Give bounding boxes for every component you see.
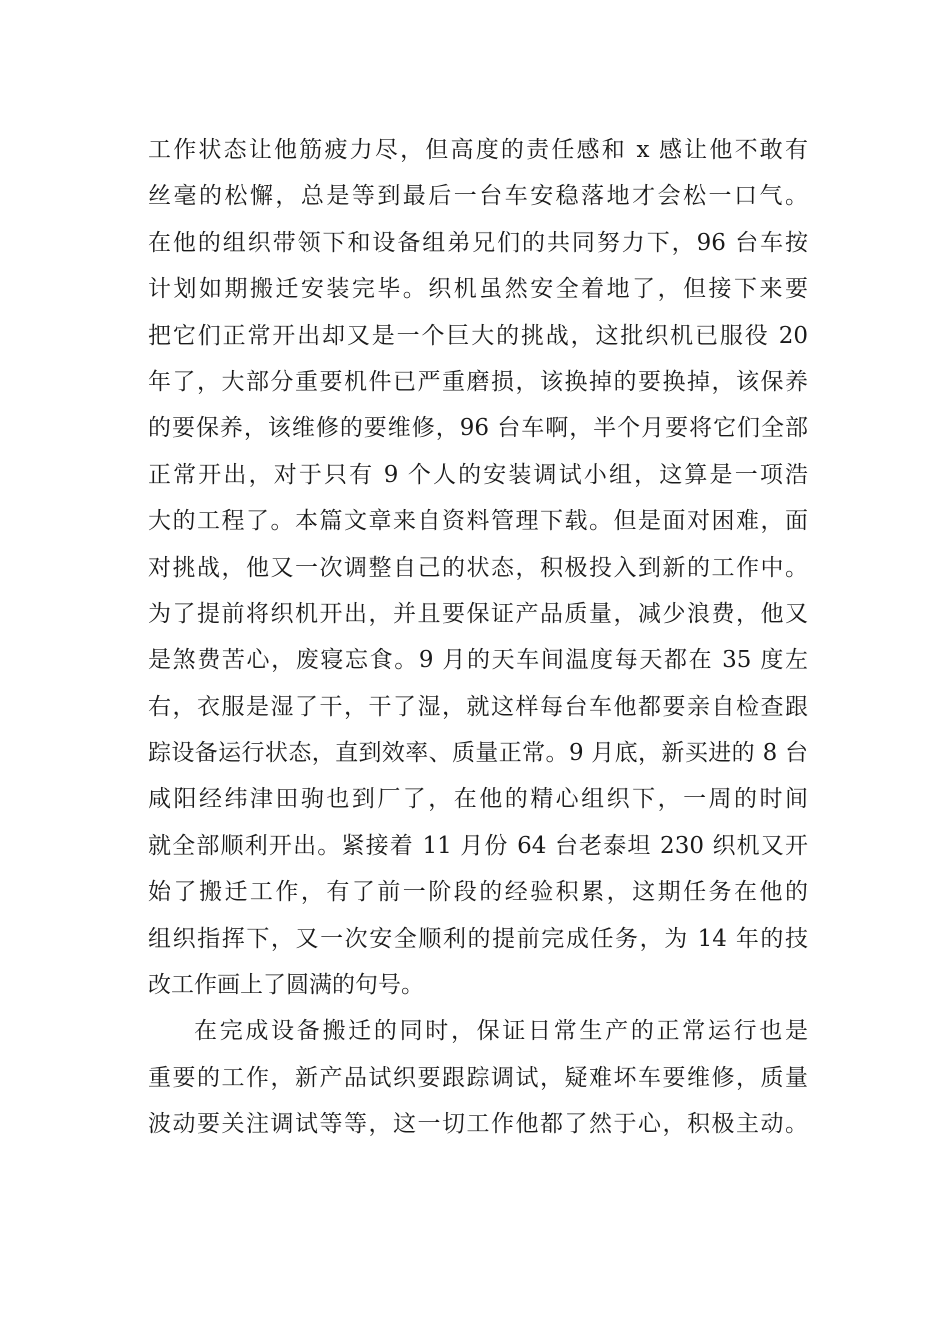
text-line: 对挑战，他又一次调整自己的状态，积极投入到新的工作中。 xyxy=(148,554,808,581)
text-line: 波动要关注调试等等，这一切工作他都了然于心，积极主动。 xyxy=(148,1111,808,1138)
text-line: 右，衣服是湿了干，干了湿，就这样每台车他都要亲自检查跟 xyxy=(148,693,808,720)
text-line: 把它们正常开出却又是一个巨大的挑战，这批织机已服役 20 xyxy=(148,322,808,349)
text-line: 大的工程了。本篇文章来自资料管理下载。但是面对困难，面 xyxy=(148,508,808,535)
text-line: 正常开出，对于只有 9 个人的安装调试小组，这算是一项浩 xyxy=(148,461,808,488)
text-line: 计划如期搬迁安装完毕。织机虽然安全着地了，但接下来要 xyxy=(148,276,808,303)
text-line: 咸阳经纬津田驹也到厂了，在他的精心组织下，一周的时间 xyxy=(148,786,808,813)
text-line-paragraph-start: 在完成设备搬迁的同时，保证日常生产的正常运行也是 xyxy=(194,1018,808,1045)
text-line: 年了，大部分重要机件已严重磨损，该换掉的要换掉，该保养 xyxy=(148,368,808,395)
text-line: 始了搬迁工作，有了前一阶段的经验积累，这期任务在他的 xyxy=(148,879,808,906)
text-line: 工作状态让他筋疲力尽，但高度的责任感和 x 感让他不敢有 xyxy=(148,137,808,163)
text-line: 就全部顺利开出。紧接着 11 月份 64 台老泰坦 230 织机又开 xyxy=(148,832,808,859)
text-line: 的要保养，该维修的要维修，96 台车啊，半个月要将它们全部 xyxy=(148,415,808,442)
text-line: 在他的组织带领下和设备组弟兄们的共同努力下，96 台车按 xyxy=(148,229,808,256)
text-line-paragraph-end: 改工作画上了圆满的句号。 xyxy=(148,972,424,999)
text-line: 重要的工作，新产品试织要跟踪调试，疑难坏车要维修，质量 xyxy=(148,1064,808,1091)
text-line: 丝毫的松懈，总是等到最后一台车安稳落地才会松一口气。 xyxy=(148,183,808,210)
text-line: 是煞费苦心，废寝忘食。9 月的天车间温度每天都在 35 度左 xyxy=(148,647,808,674)
text-line: 踪设备运行状态，直到效率、质量正常。9 月底，新买进的 8 台 xyxy=(148,740,808,767)
text-line: 组织指挥下，又一次安全顺利的提前完成任务，为 14 年的技 xyxy=(148,925,808,952)
text-line: 为了提前将织机开出，并且要保证产品质量，减少浪费，他又 xyxy=(148,600,808,627)
body-text xyxy=(148,127,808,1148)
